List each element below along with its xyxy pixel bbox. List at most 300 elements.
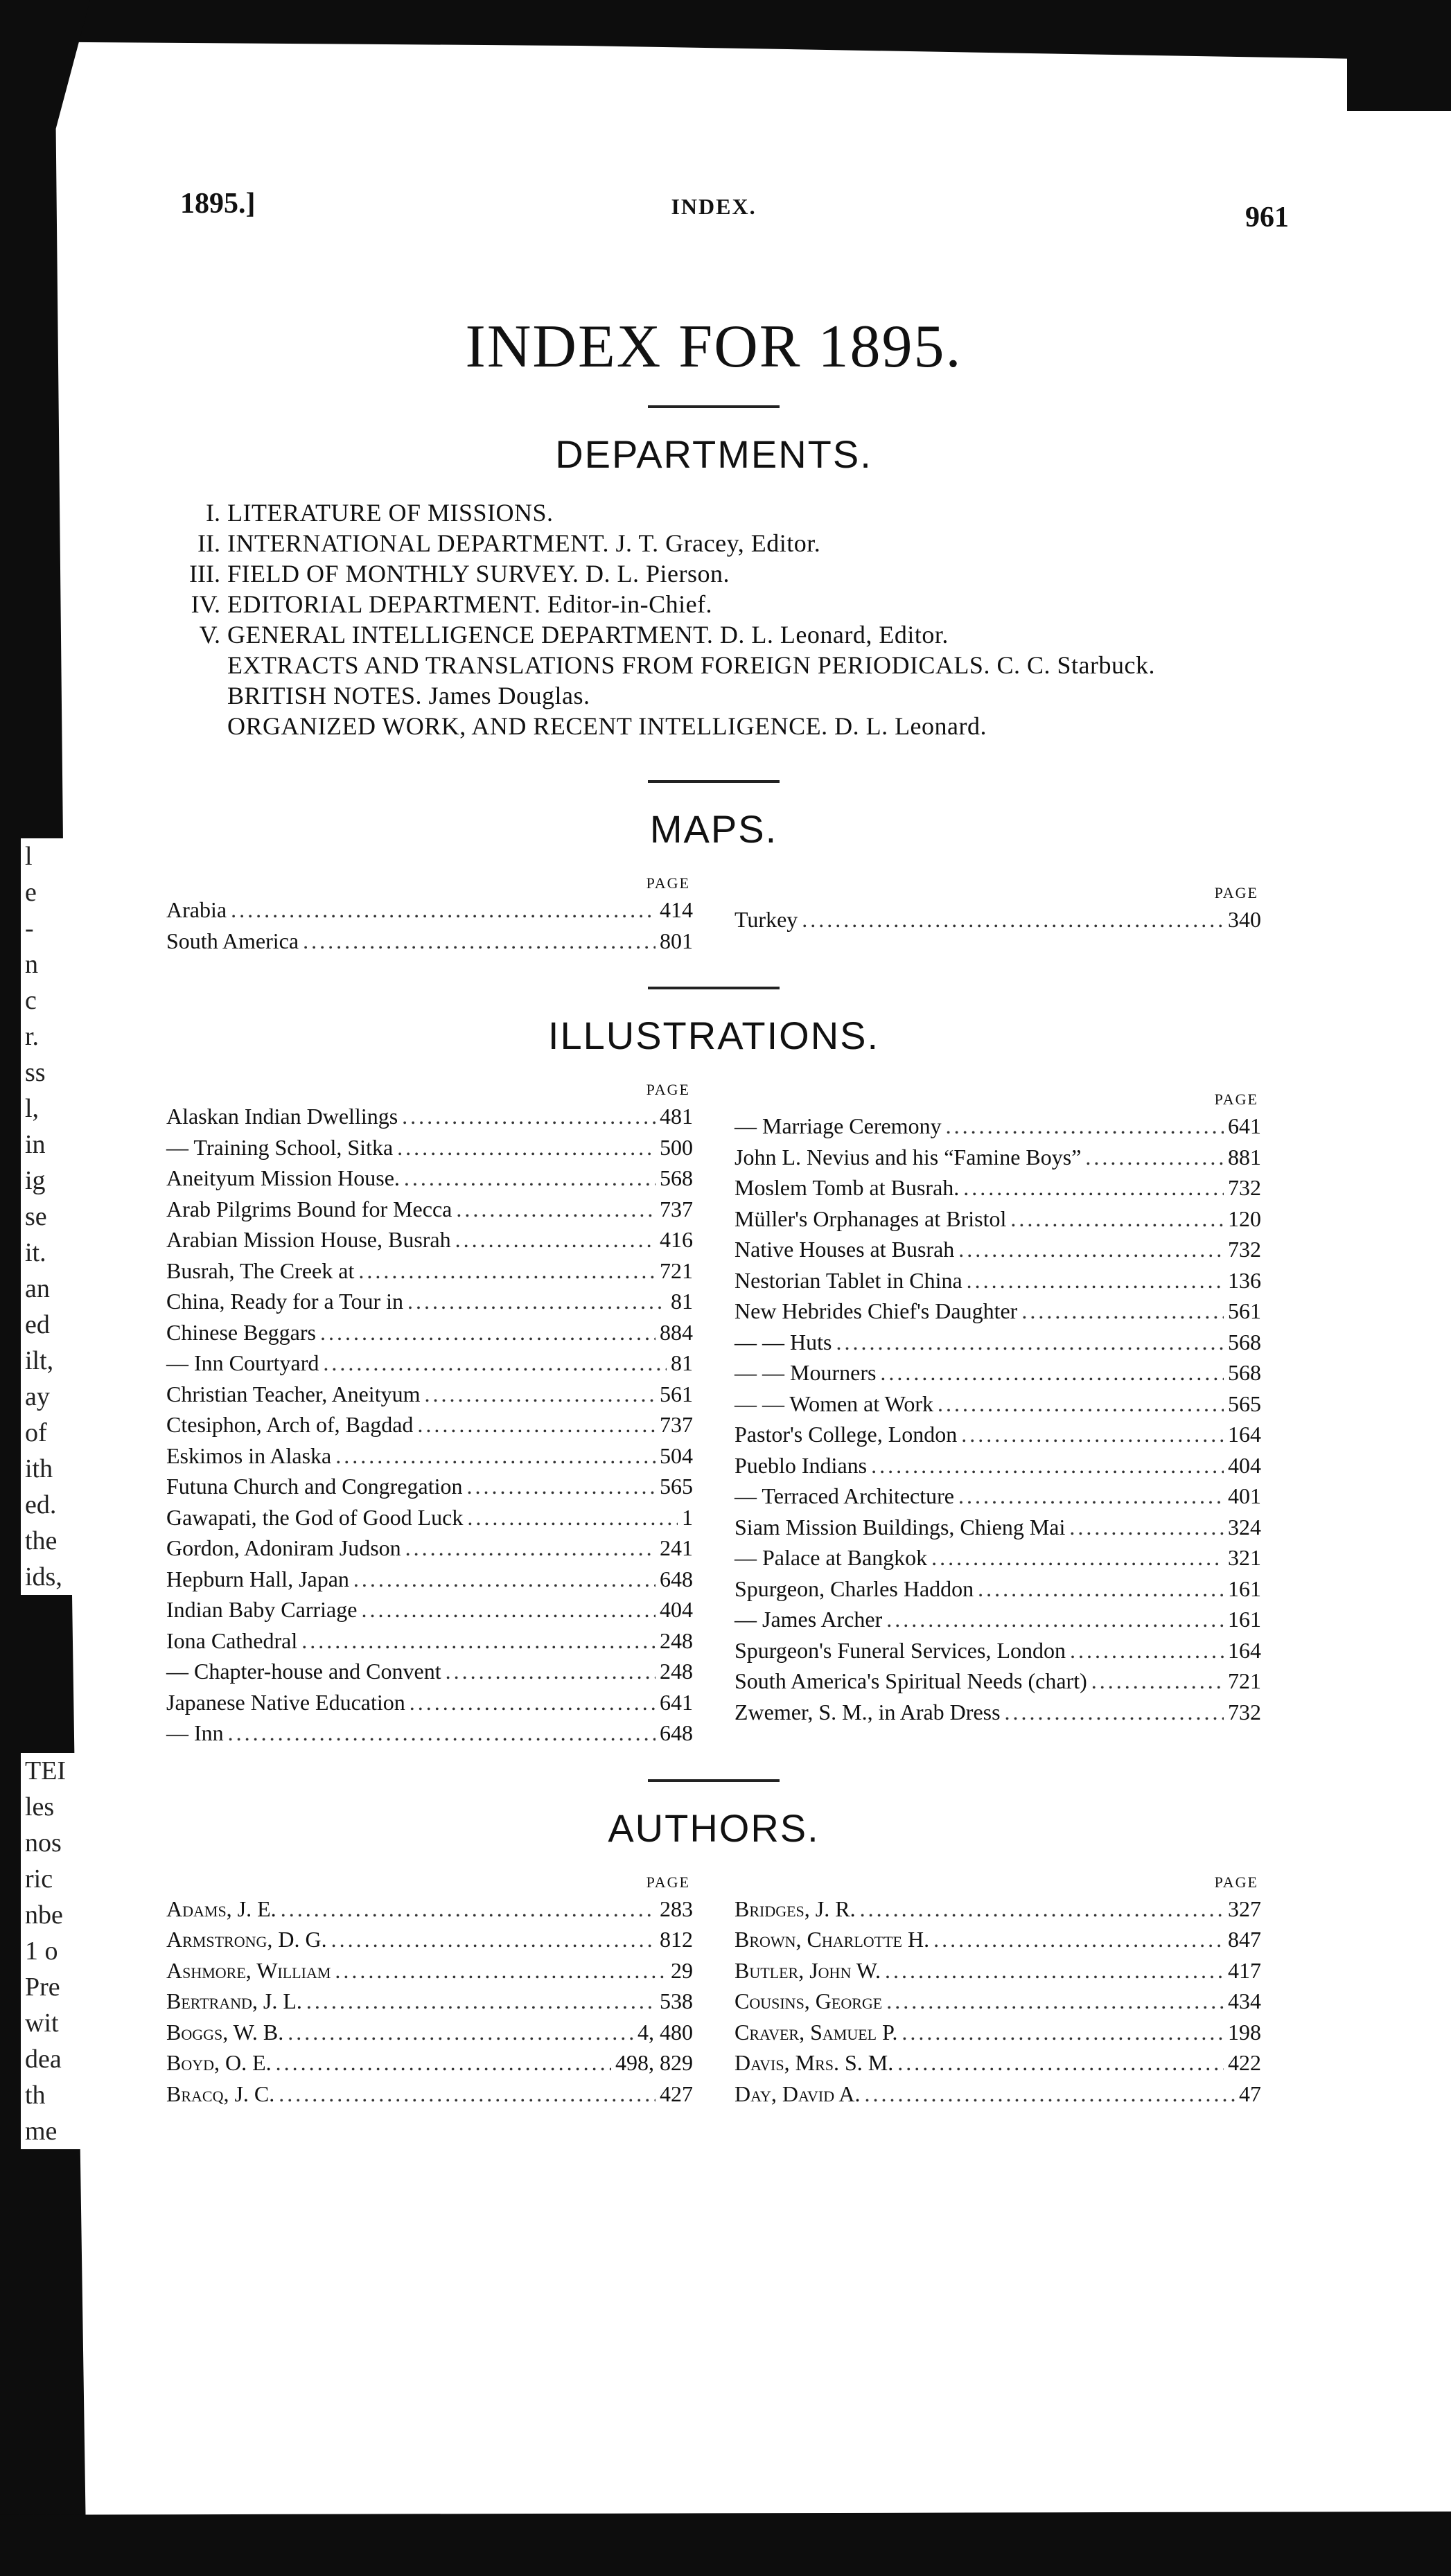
entry-name: Moslem Tomb at Busrah. <box>735 1175 960 1200</box>
department-number: V. <box>199 621 220 649</box>
leader-dots <box>281 1894 656 1925</box>
margin-fragment: of <box>25 1418 47 1447</box>
margin-fragment: r. <box>25 1022 39 1051</box>
illustrations-left-column <box>166 1079 693 1749</box>
index-entry <box>735 1450 1261 1481</box>
index-entry <box>166 1718 693 1749</box>
leader-dots <box>323 1348 667 1379</box>
entry-page: 417 <box>1228 1957 1261 1983</box>
entry-name: Siam Mission Buildings, Chieng Mai <box>735 1514 1066 1540</box>
entry-page: 416 <box>660 1227 693 1252</box>
index-entry <box>166 1224 693 1255</box>
index-entry <box>166 1955 693 1986</box>
index-page <box>166 173 1289 2109</box>
index-entry <box>735 904 1261 935</box>
entry-name: — — Women at Work <box>735 1391 933 1416</box>
index-entry <box>735 1635 1261 1666</box>
leader-dots <box>897 2047 1224 2079</box>
index-entry <box>166 1132 693 1163</box>
entry-name: Indian Baby Carriage <box>166 1597 358 1622</box>
leader-dots <box>933 1924 1224 1955</box>
leader-dots <box>836 1327 1224 1358</box>
entry-name: Arabian Mission House, Busrah <box>166 1227 451 1252</box>
leader-dots <box>1069 1512 1224 1543</box>
entry-page: 164 <box>1228 1422 1261 1447</box>
leader-dots <box>353 1564 656 1595</box>
index-entry <box>166 1255 693 1287</box>
entry-name: Adams, J. E. <box>166 1896 276 1921</box>
entry-name: — Inn <box>166 1720 224 1745</box>
entry-name: Eskimos in Alaska <box>166 1443 332 1468</box>
leader-dots <box>802 904 1224 935</box>
entry-page: 1 <box>682 1504 693 1530</box>
entry-page: 434 <box>1228 1988 1261 2013</box>
leader-dots <box>466 1471 656 1502</box>
entry-name: China, Ready for a Tour in <box>166 1289 403 1314</box>
margin-fragment: c <box>25 986 37 1015</box>
entry-name: Bertrand, J. L. <box>166 1988 302 2013</box>
entry-name: Ashmore, William <box>166 1957 331 1983</box>
entry-page: 198 <box>1228 2019 1261 2045</box>
leader-dots <box>978 1573 1224 1605</box>
entry-name: Alaskan Indian Dwellings <box>166 1104 398 1129</box>
index-entry <box>735 1697 1261 1728</box>
index-entry <box>166 1348 693 1379</box>
index-entry <box>735 1203 1261 1235</box>
authors-heading: AUTHORS. <box>608 1806 820 1850</box>
entry-name: Turkey <box>735 907 798 932</box>
index-entry <box>735 1573 1261 1605</box>
entry-page: 401 <box>1228 1483 1261 1508</box>
entry-name: Arab Pilgrims Bound for Mecca <box>166 1196 452 1221</box>
entry-page: 327 <box>1228 1896 1261 1921</box>
entry-name: Day, David A. <box>735 2081 861 2106</box>
entry-page: 161 <box>1228 1607 1261 1632</box>
leader-dots <box>931 1542 1224 1573</box>
leader-dots <box>1070 1635 1224 1666</box>
entry-page: 732 <box>1228 1237 1261 1262</box>
leader-dots <box>335 1440 656 1472</box>
entry-page: 504 <box>660 1443 693 1468</box>
entry-page: 737 <box>660 1196 693 1221</box>
entry-name: Butler, John W. <box>735 1957 881 1983</box>
leader-dots <box>288 2017 633 2048</box>
entry-page: 641 <box>1228 1113 1261 1138</box>
index-entry <box>735 1481 1261 1512</box>
divider-rule <box>648 1779 780 1782</box>
margin-fragment: n <box>25 950 38 979</box>
index-entry <box>166 2017 693 2048</box>
index-entry <box>166 1471 693 1502</box>
leader-dots <box>228 1718 656 1749</box>
scan-border-top <box>0 0 1451 76</box>
authors-left-column <box>166 1871 693 2110</box>
entry-page: 648 <box>660 1566 693 1591</box>
entry-name: — James Archer <box>735 1607 883 1632</box>
index-entry <box>735 1234 1261 1265</box>
leader-dots <box>276 2047 611 2079</box>
index-entry <box>166 2047 693 2079</box>
entry-page: 404 <box>1228 1452 1261 1478</box>
page-column-label: PAGE <box>1214 1091 1258 1108</box>
department-item <box>166 528 1261 558</box>
authors-list <box>166 1871 1261 2110</box>
leader-dots <box>410 1687 656 1718</box>
entry-page: 81 <box>671 1350 693 1375</box>
margin-fragment: an <box>25 1274 50 1303</box>
entry-name: Busrah, The Creek at <box>166 1258 355 1283</box>
department-subitem: EXTRACTS AND TRANSLATIONS FROM FOREIGN PERIODICALS. C. C. Starbuck. <box>227 651 1155 679</box>
department-text: GENERAL INTELLIGENCE DEPARTMENT. D. L. Leonard, Editor. <box>227 621 949 649</box>
index-entry <box>166 1163 693 1194</box>
entry-page: 81 <box>671 1289 693 1314</box>
leader-dots <box>958 1481 1224 1512</box>
departments-heading: DEPARTMENTS. <box>555 432 872 476</box>
leader-dots <box>424 1379 656 1410</box>
department-text: LITERATURE OF MISSIONS. <box>227 499 554 527</box>
leader-dots <box>456 1194 656 1225</box>
department-number: IV. <box>191 590 220 618</box>
entry-page: 565 <box>660 1474 693 1499</box>
index-entry <box>735 1327 1261 1358</box>
department-item <box>166 619 1261 650</box>
leader-dots <box>963 1172 1224 1203</box>
illustrations-list <box>166 1079 1261 1749</box>
index-entry <box>166 1594 693 1625</box>
margin-fragment: les <box>25 1792 55 1821</box>
illustrations-right-column <box>735 1079 1261 1749</box>
entry-page: 422 <box>1228 2050 1261 2075</box>
margin-fragment: ids, <box>25 1562 62 1591</box>
leader-dots <box>1091 1666 1224 1697</box>
margin-fragment: it. <box>25 1238 46 1267</box>
margin-fragment: wit <box>25 2009 59 2038</box>
leader-dots <box>455 1224 656 1255</box>
index-entry <box>166 1317 693 1348</box>
index-entry <box>735 2079 1261 2110</box>
entry-page: 500 <box>660 1134 693 1160</box>
index-entry <box>735 1666 1261 1697</box>
entry-page: 427 <box>660 2081 693 2106</box>
margin-fragment: ig <box>25 1166 46 1195</box>
entry-name: Hepburn Hall, Japan <box>166 1566 349 1591</box>
margin-fragment: ss <box>25 1058 46 1087</box>
maps-heading: MAPS. <box>649 807 778 851</box>
entry-name: Brown, Charlotte H. <box>735 1927 930 1952</box>
entry-page: 161 <box>1228 1576 1261 1601</box>
leader-dots <box>967 1265 1224 1296</box>
department-text: INTERNATIONAL DEPARTMENT. J. T. Gracey, Editor. <box>227 529 821 557</box>
leader-dots <box>871 1450 1224 1481</box>
index-entry <box>735 1542 1261 1573</box>
entry-name: Japanese Native Education <box>166 1689 405 1715</box>
entry-name: Gawapati, the God of Good Luck <box>166 1504 464 1530</box>
scan-border-bottom <box>0 2508 1451 2576</box>
maps-left-column <box>166 872 693 956</box>
leader-dots <box>467 1502 678 1533</box>
margin-fragment: ilt, <box>25 1346 54 1375</box>
index-entry <box>735 1955 1261 1986</box>
margin-fragment: me <box>25 2117 58 2146</box>
entry-name: Müller's Orphanages at Bristol <box>735 1206 1007 1231</box>
entry-page: 136 <box>1228 1267 1261 1293</box>
leader-dots <box>358 1255 656 1287</box>
margin-fragment: dea <box>25 2045 62 2074</box>
entry-page: 568 <box>1228 1360 1261 1385</box>
entry-name: New Hebrides Chief's Daughter <box>735 1298 1018 1323</box>
entry-name: Chinese Beggars <box>166 1319 316 1345</box>
entry-page: 321 <box>1228 1545 1261 1570</box>
entry-name: Futuna Church and Congregation <box>166 1474 463 1499</box>
department-subitem: BRITISH NOTES. James Douglas. <box>227 682 590 709</box>
entry-name: Bracq, J. C. <box>166 2081 275 2106</box>
department-number: I. <box>206 499 220 527</box>
entry-page: 561 <box>660 1381 693 1406</box>
index-entry <box>166 1894 693 1925</box>
maps-list <box>166 872 1261 956</box>
illustrations-heading: ILLUSTRATIONS. <box>547 1014 880 1057</box>
entry-name: Native Houses at Busrah <box>735 1237 955 1262</box>
department-number: II. <box>197 529 220 557</box>
entry-page: 404 <box>660 1597 693 1622</box>
index-entry <box>735 1111 1261 1142</box>
department-text: EDITORIAL DEPARTMENT. Editor-in-Chief. <box>227 590 713 618</box>
index-entry <box>166 1286 693 1317</box>
leader-dots <box>402 1101 656 1132</box>
page-column-label: PAGE <box>646 1873 690 1891</box>
entry-name: Davis, Mrs. S. M. <box>735 2050 894 2075</box>
index-entry <box>166 894 693 926</box>
divider-rule <box>648 405 780 408</box>
index-entry <box>166 2079 693 2110</box>
leader-dots <box>1021 1296 1224 1327</box>
running-header <box>166 173 1289 233</box>
margin-fragment: - <box>25 914 34 943</box>
leader-dots <box>279 2079 656 2110</box>
leader-dots <box>404 1163 656 1194</box>
entry-page: 565 <box>1228 1391 1261 1416</box>
entry-name: Arabia <box>166 897 227 922</box>
leader-dots <box>938 1388 1224 1420</box>
index-entry <box>735 1357 1261 1388</box>
leader-dots <box>885 1955 1224 1986</box>
entry-name: — Terraced Architecture <box>735 1483 954 1508</box>
index-entry <box>166 1924 693 1955</box>
leader-dots <box>306 1986 656 2017</box>
index-entry <box>166 1440 693 1472</box>
leader-dots <box>1005 1697 1224 1728</box>
index-entry <box>166 1101 693 1132</box>
entry-page: 248 <box>660 1659 693 1684</box>
scan-border-corner <box>1347 0 1451 111</box>
entry-page: 732 <box>1228 1175 1261 1200</box>
department-text: FIELD OF MONTHLY SURVEY. D. L. Pierson. <box>227 560 730 588</box>
entry-name: — Inn Courtyard <box>166 1350 319 1375</box>
leader-dots <box>880 1357 1224 1388</box>
entry-page: 248 <box>660 1627 693 1653</box>
adjacent-page-fragments-lower <box>21 1753 115 2149</box>
margin-fragment: ric <box>25 1864 53 1894</box>
index-entry <box>735 2017 1261 2048</box>
margin-fragment: e <box>25 878 37 907</box>
divider-rule <box>648 987 780 989</box>
page-number: 961 <box>1245 202 1289 233</box>
index-entry <box>735 1296 1261 1327</box>
margin-fragment: in <box>25 1130 46 1159</box>
index-entry <box>166 1986 693 2017</box>
entry-page: 47 <box>1239 2081 1261 2106</box>
index-entry <box>166 926 693 957</box>
index-entry <box>735 1604 1261 1635</box>
department-number: III. <box>189 560 220 588</box>
authors-right-column <box>735 1871 1261 2110</box>
index-entry <box>735 1894 1261 1925</box>
index-entry <box>166 1194 693 1225</box>
entry-name: Nestorian Tablet in China <box>735 1267 962 1293</box>
index-entry <box>735 1986 1261 2017</box>
leader-dots <box>397 1132 656 1163</box>
leader-dots <box>335 1955 667 1986</box>
entry-name: Christian Teacher, Aneityum <box>166 1381 421 1406</box>
leader-dots <box>301 1625 656 1657</box>
margin-fragment: TEI <box>25 1756 67 1785</box>
entry-page: 641 <box>660 1689 693 1715</box>
index-entry <box>166 1379 693 1410</box>
leader-dots <box>958 1234 1224 1265</box>
leader-dots <box>320 1317 656 1348</box>
entry-page: 414 <box>660 897 693 922</box>
index-entry <box>735 2047 1261 2079</box>
entry-name: South America's Spiritual Needs (chart) <box>735 1668 1087 1693</box>
entry-page: 324 <box>1228 1514 1261 1540</box>
entry-name: Iona Cathedral <box>166 1627 298 1653</box>
entry-name: Ctesiphon, Arch of, Bagdad <box>166 1412 414 1437</box>
margin-fragment: the <box>25 1526 58 1555</box>
index-entry <box>166 1409 693 1440</box>
index-entry <box>735 1924 1261 1955</box>
page-title: INDEX FOR 1895. <box>465 313 962 380</box>
entry-name: — Marriage Ceremony <box>735 1113 942 1138</box>
leader-dots <box>446 1656 656 1687</box>
entry-name: Zwemer, S. M., in Arab Dress <box>735 1699 1001 1724</box>
entry-name: John L. Nevius and his “Famine Boys” <box>735 1144 1082 1170</box>
leader-dots <box>417 1409 656 1440</box>
divider-rule <box>648 780 780 783</box>
margin-fragment: ay <box>25 1382 50 1411</box>
entry-page: 481 <box>660 1104 693 1129</box>
entry-name: — Training School, Sitka <box>166 1134 394 1160</box>
header-title: INDEX. <box>671 194 757 219</box>
entry-page: 847 <box>1228 1927 1261 1952</box>
entry-name: Armstrong, D. G. <box>166 1927 327 1952</box>
margin-fragment: nos <box>25 1828 62 1858</box>
leader-dots <box>961 1419 1224 1450</box>
leader-dots <box>405 1533 656 1564</box>
department-item <box>166 558 1261 589</box>
entry-page: 568 <box>1228 1329 1261 1355</box>
leader-dots <box>303 926 656 957</box>
leader-dots <box>1085 1142 1224 1173</box>
margin-fragment: th <box>25 2081 46 2110</box>
entry-page: 801 <box>660 928 693 953</box>
leader-dots <box>946 1111 1224 1142</box>
entry-page: 29 <box>671 1957 693 1983</box>
department-subitem: ORGANIZED WORK, AND RECENT INTELLIGENCE. D. L. Leonard. <box>227 712 987 740</box>
entry-page: 721 <box>1228 1668 1261 1693</box>
index-entry <box>735 1265 1261 1296</box>
entry-page: 498, 829 <box>615 2050 693 2075</box>
entry-page: 812 <box>660 1927 693 1952</box>
leader-dots <box>1010 1203 1224 1235</box>
entry-name: Bridges, J. R. <box>735 1896 856 1921</box>
leader-dots <box>231 894 656 926</box>
leader-dots <box>361 1594 656 1625</box>
maps-right-column <box>735 872 1261 956</box>
entry-name: — Palace at Bangkok <box>735 1545 928 1570</box>
page-column-label: PAGE <box>646 874 690 892</box>
entry-page: 648 <box>660 1720 693 1745</box>
leader-dots <box>902 2017 1224 2048</box>
entry-page: 737 <box>660 1412 693 1437</box>
entry-name: Boggs, W. B. <box>166 2019 284 2045</box>
entry-name: South America <box>166 928 299 953</box>
entry-name: — — Mourners <box>735 1360 877 1385</box>
leader-dots <box>864 2079 1235 2110</box>
index-entry <box>166 1625 693 1657</box>
index-entry <box>735 1388 1261 1420</box>
index-entry <box>166 1502 693 1533</box>
page-column-label: PAGE <box>1214 884 1258 901</box>
margin-fragment: ed <box>25 1310 50 1339</box>
margin-fragment: l, <box>25 1094 39 1123</box>
index-entry <box>735 1142 1261 1173</box>
departments-list <box>166 497 1261 741</box>
entry-page: 732 <box>1228 1699 1261 1724</box>
margin-fragment: se <box>25 1202 47 1231</box>
index-entry <box>735 1172 1261 1203</box>
entry-name: — Chapter-house and Convent <box>166 1659 441 1684</box>
entry-name: Spurgeon's Funeral Services, London <box>735 1637 1066 1663</box>
entry-page: 538 <box>660 1988 693 2013</box>
entry-name: Pastor's College, London <box>735 1422 958 1447</box>
margin-fragment: l <box>25 842 33 871</box>
margin-fragment: 1 o <box>25 1937 58 1966</box>
entry-page: 283 <box>660 1896 693 1921</box>
leader-dots <box>331 1924 656 1955</box>
index-entry <box>735 1419 1261 1450</box>
entry-name: Spurgeon, Charles Haddon <box>735 1576 974 1601</box>
margin-fragment: nbe <box>25 1900 63 1930</box>
index-entry <box>166 1687 693 1718</box>
index-entry <box>166 1656 693 1687</box>
index-entry <box>166 1564 693 1595</box>
entry-name: Cousins, George <box>735 1988 883 2013</box>
entry-name: — — Huts <box>735 1329 832 1355</box>
leader-dots <box>407 1286 667 1317</box>
entry-page: 881 <box>1228 1144 1261 1170</box>
entry-name: Craver, Samuel P. <box>735 2019 898 2045</box>
margin-fragment: ed. <box>25 1490 57 1519</box>
entry-page: 241 <box>660 1535 693 1560</box>
page-column-label: PAGE <box>1214 1873 1258 1891</box>
entry-page: 164 <box>1228 1637 1261 1663</box>
entry-page: 568 <box>660 1165 693 1190</box>
margin-fragment: Pre <box>25 1973 60 2002</box>
entry-name: Gordon, Adoniram Judson <box>166 1535 401 1560</box>
entry-page: 721 <box>660 1258 693 1283</box>
margin-fragment: ith <box>25 1454 53 1483</box>
header-year: 1895.] <box>180 188 256 220</box>
